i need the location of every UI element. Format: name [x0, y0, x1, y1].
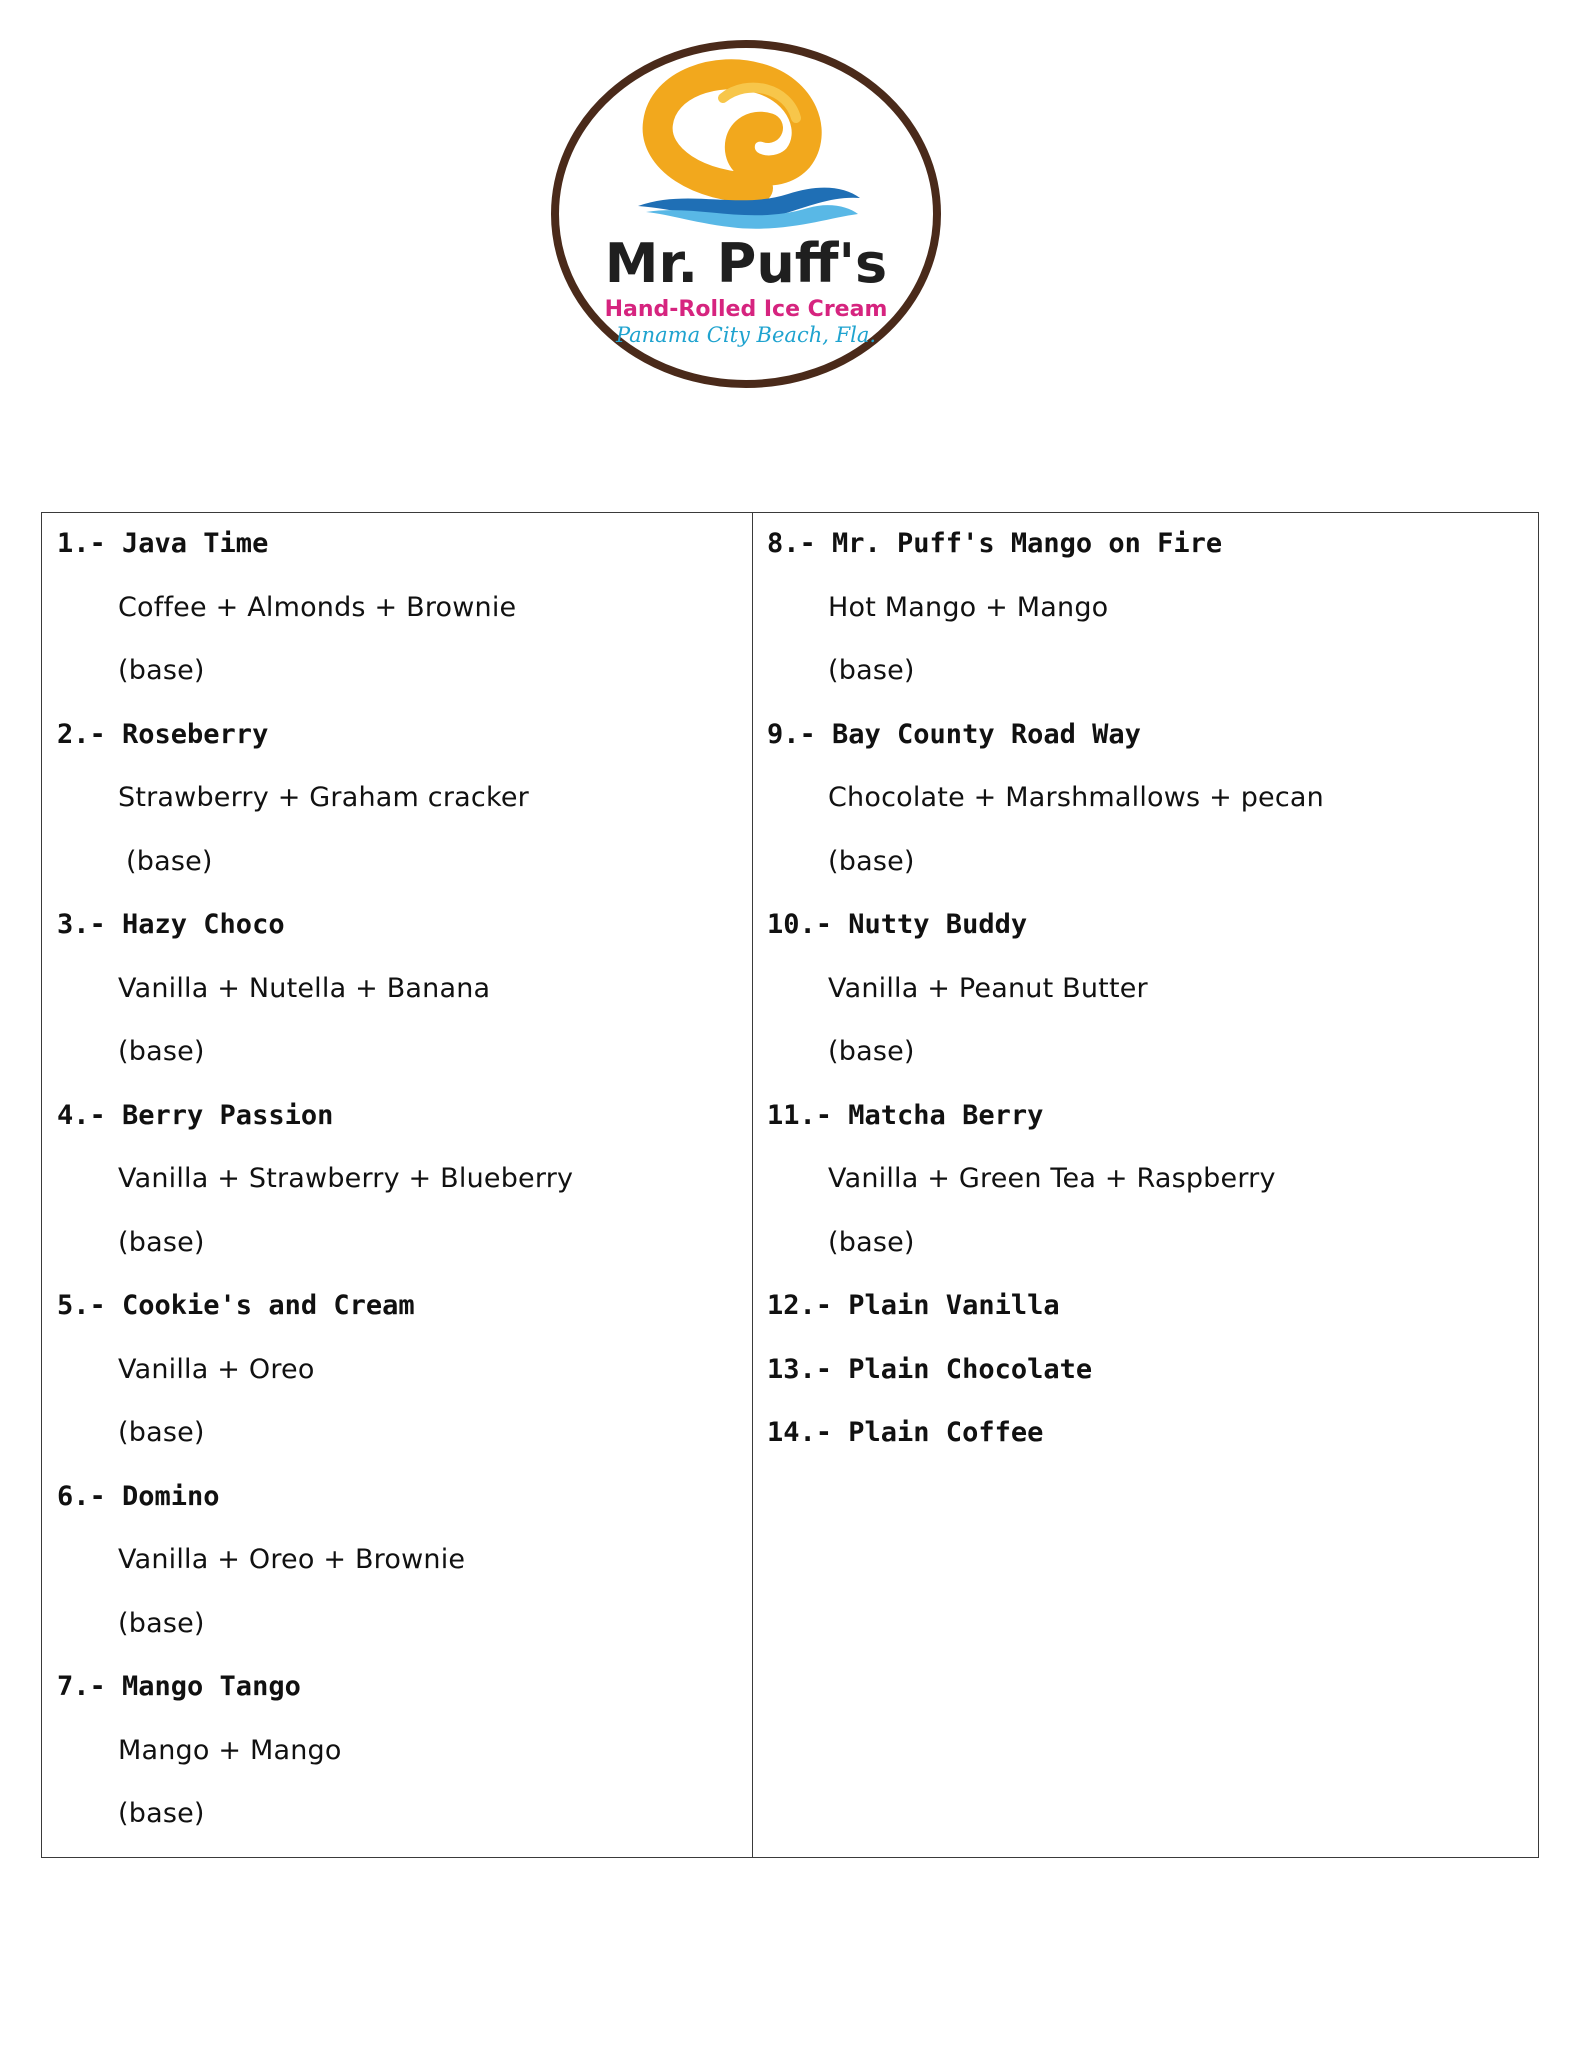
- item-base: (base): [118, 1036, 205, 1067]
- menu-item: [767, 710, 1538, 901]
- logo-tagline: Hand-Rolled Ice Cream: [604, 297, 888, 322]
- menu-item: [57, 1091, 752, 1282]
- menu-item: [767, 1091, 1538, 1282]
- item-base: (base): [118, 655, 205, 686]
- item-title: 2.- Roseberry: [57, 718, 269, 750]
- item-title: 14.- Plain Coffee: [767, 1417, 1044, 1448]
- item-base: (base): [828, 1036, 915, 1067]
- menu-table: [41, 512, 1539, 1858]
- item-title: 5.- Cookie's and Cream: [57, 1290, 415, 1321]
- item-flavors: Strawberry + Graham cracker: [118, 782, 529, 813]
- menu-item: [57, 1472, 752, 1663]
- menu-item: [57, 900, 752, 1091]
- menu-item: [57, 1662, 752, 1853]
- item-flavors: Mango + Mango: [118, 1734, 342, 1766]
- item-title: 10.- Nutty Buddy: [767, 909, 1028, 940]
- menu-column-right: [753, 513, 1538, 1857]
- item-base: (base): [118, 1417, 205, 1448]
- menu-item: [57, 710, 752, 901]
- item-flavors: Coffee + Almonds + Brownie: [118, 591, 517, 623]
- item-base: (base): [126, 845, 213, 877]
- item-flavors: Hot Mango + Mango: [828, 591, 1109, 623]
- menu-item: [767, 1345, 1538, 1409]
- item-title: 4.- Berry Passion: [57, 1099, 334, 1131]
- item-base: (base): [828, 655, 915, 686]
- menu-item: [767, 1281, 1538, 1345]
- menu-item: [57, 519, 752, 710]
- item-flavors: Vanilla + Peanut Butter: [828, 972, 1148, 1004]
- item-flavors: Chocolate + Marshmallows + pecan: [828, 782, 1324, 813]
- item-flavors: Vanilla + Oreo + Brownie: [118, 1544, 466, 1575]
- item-base: (base): [118, 1226, 205, 1258]
- logo-location: Panama City Beach, Fla.: [615, 323, 877, 347]
- item-title: 8.- Mr. Puff's Mango on Fire: [767, 528, 1223, 559]
- menu-item: [767, 1408, 1538, 1472]
- item-title: 11.- Matcha Berry: [767, 1099, 1044, 1131]
- item-flavors: Vanilla + Strawberry + Blueberry: [118, 1163, 574, 1194]
- item-flavors: Vanilla + Green Tea + Raspberry: [828, 1163, 1276, 1194]
- item-title: 1.- Java Time: [57, 528, 269, 559]
- menu-item: [767, 519, 1538, 710]
- item-title: 7.- Mango Tango: [57, 1671, 301, 1702]
- item-base: (base): [118, 1798, 205, 1829]
- item-flavors: Vanilla + Nutella + Banana: [118, 972, 491, 1004]
- logo: [548, 38, 944, 390]
- logo-graphic: [548, 38, 944, 390]
- item-title: 6.- Domino: [57, 1480, 220, 1512]
- menu-column-left: [42, 513, 753, 1857]
- item-base: (base): [118, 1607, 205, 1639]
- item-title: 9.- Bay County Road Way: [767, 718, 1141, 750]
- menu-item: [767, 900, 1538, 1091]
- menu-item: [57, 1281, 752, 1472]
- item-base: (base): [828, 845, 915, 877]
- item-flavors: Vanilla + Oreo: [118, 1353, 315, 1385]
- item-title: 12.- Plain Vanilla: [767, 1290, 1060, 1321]
- item-title: 13.- Plain Chocolate: [767, 1353, 1093, 1385]
- logo-brand: Mr. Puff's: [604, 232, 888, 295]
- item-base: (base): [828, 1226, 915, 1258]
- item-title: 3.- Hazy Choco: [57, 909, 285, 940]
